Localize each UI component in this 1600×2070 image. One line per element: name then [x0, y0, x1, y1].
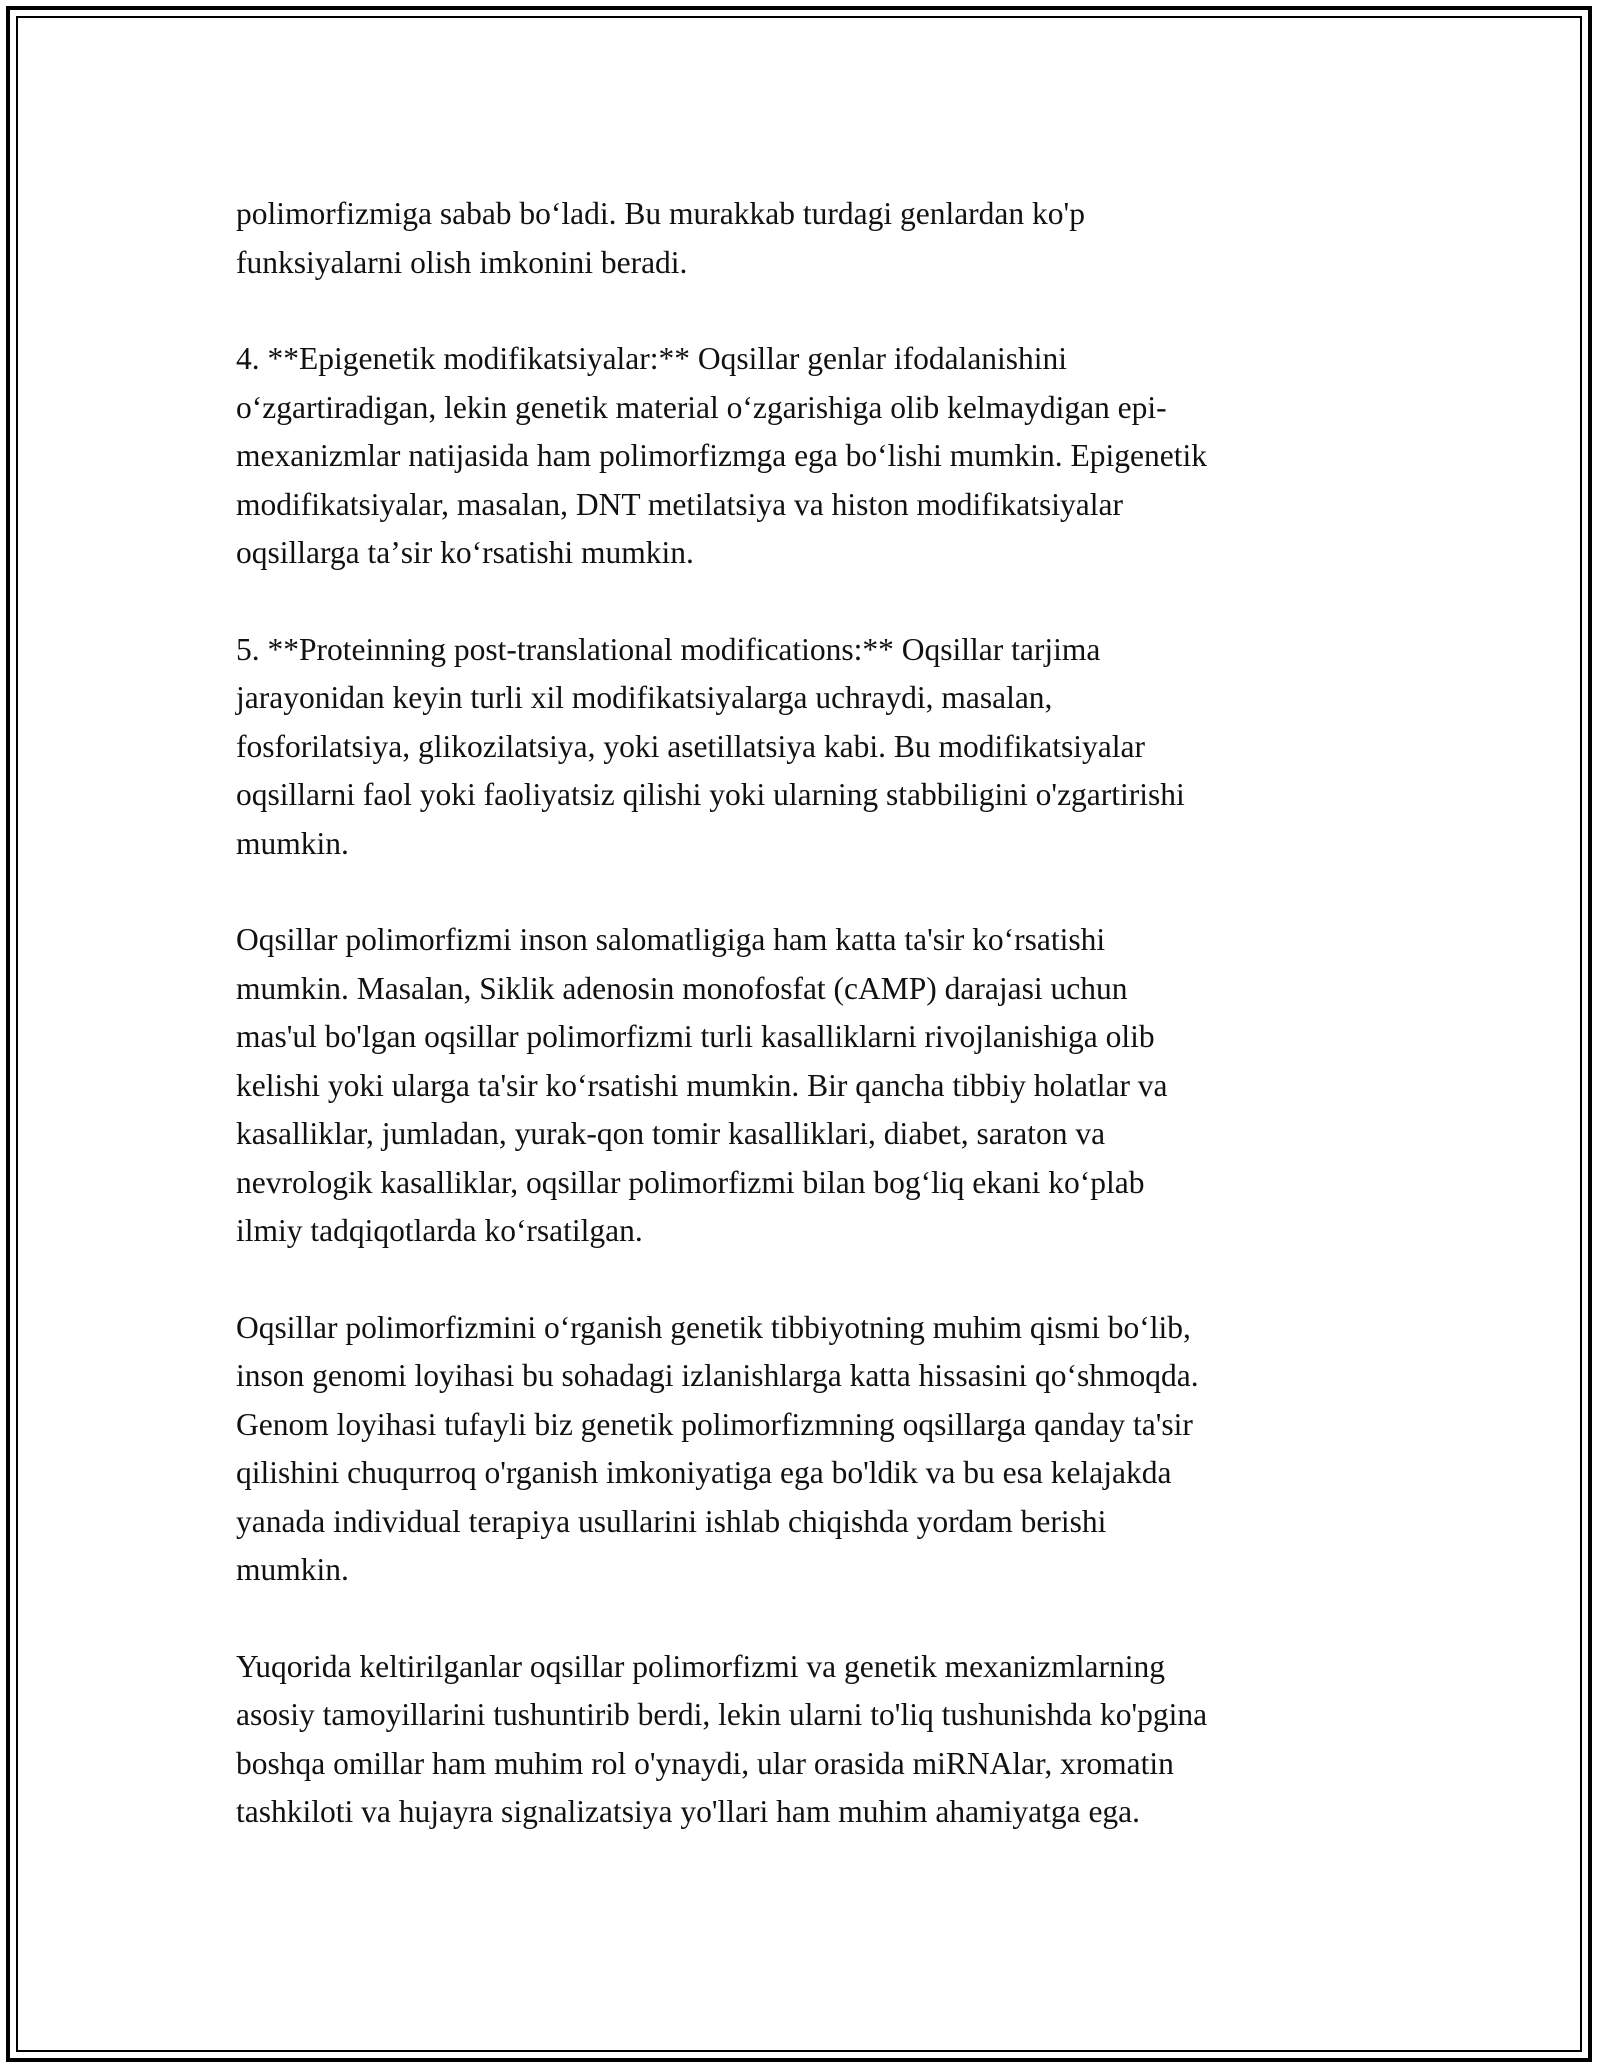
text-line: mumkin.: [236, 1552, 349, 1587]
text-line: mas'ul bo'lgan oqsillar polimorfizmi turli kasalliklarni rivojlanishiga olib: [236, 1019, 1155, 1054]
text-line: fosforilatsiya, glikozilatsiya, yoki asetillatsiya kabi. Bu modifikatsiyalar: [236, 728, 1145, 764]
text-line: ilmiy tadqiqotlarda koʻrsatilgan.: [236, 1213, 643, 1248]
text-line: oʻzgartiradigan, lekin genetik material oʻzgarishiga olib kelmaydigan epi-: [236, 389, 1167, 425]
paragraph-intro-continuation: [236, 190, 1386, 287]
document-body: [236, 190, 1386, 1885]
text-line: Oqsillar polimorfizmi inson salomatligiga ham katta ta'sir koʻrsatishi: [236, 922, 1106, 957]
text-line: mexanizmlar natijasida ham polimorfizmga ega boʻlishi mumkin. Epigenetik: [236, 438, 1207, 473]
text-line: boshqa omillar ham muhim rol o'ynaydi, ular orasida miRNAlar, xromatin: [236, 1745, 1174, 1781]
text-line: Yuqorida keltirilganlar oqsillar polimorfizmi va genetik mexanizmlarning: [236, 1648, 1165, 1684]
text-line: yanada individual terapiya usullarini ishlab chiqishda yordam berishi: [236, 1503, 1107, 1539]
text-line: qilishini chuqurroq o'rganish imkoniyatiga ega bo'ldik va bu esa kelajakda: [236, 1455, 1172, 1490]
paragraph-genetic-medicine: [236, 1304, 1386, 1595]
paragraph-conclusion: [236, 1643, 1386, 1837]
text-line: Genom loyihasi tufayli biz genetik polimorfizmning oqsillarga qanday ta'sir: [236, 1406, 1193, 1442]
text-line: modifikatsiyalar, masalan, DNT metilatsiya va histon modifikatsiyalar: [236, 486, 1123, 522]
paragraph-health-impact: [236, 916, 1386, 1256]
text-line: tashkiloti va hujayra signalizatsiya yo'llari ham muhim ahamiyatga ega.: [236, 1794, 1141, 1829]
text-line: kelishi yoki ularga ta'sir koʻrsatishi mumkin. Bir qancha tibbiy holatlar va: [236, 1067, 1168, 1103]
text-line: kasalliklar, jumladan, yurak-qon tomir kasalliklari, diabet, saraton va: [236, 1116, 1106, 1151]
text-line: inson genomi loyihasi bu sohadagi izlanishlarga katta hissasini qoʻshmoqda.: [236, 1358, 1199, 1393]
text-line: Oqsillar polimorfizmini oʻrganish genetik tibbiyotning muhim qismi boʻlib,: [236, 1309, 1191, 1345]
text-line: mumkin. Masalan, Siklik adenosin monofosfat (cAMP) darajasi uchun: [236, 970, 1128, 1006]
paragraph-post-translational-modifications: [236, 626, 1386, 869]
paragraph-epigenetic-modifications: [236, 335, 1386, 578]
text-line: oqsillarni faol yoki faoliyatsiz qilishi yoki ularning stabbiligini o'zgartirishi: [236, 777, 1185, 812]
text-line: jarayonidan keyin turli xil modifikatsiyalarga uchraydi, masalan,: [236, 680, 1053, 715]
text-line: 5. **Proteinning post-translational modifications:** Oqsillar tarjima: [236, 631, 1101, 667]
text-line: 4. **Epigenetik modifikatsiyalar:** Oqsillar genlar ifodalanishini: [236, 341, 1068, 376]
text-line: mumkin.: [236, 825, 349, 861]
text-line: nevrologik kasalliklar, oqsillar polimorfizmi bilan bogʻliq ekani koʻplab: [236, 1164, 1145, 1200]
text-line: funksiyalarni olish imkonini beradi.: [236, 244, 688, 280]
text-line: asosiy tamoyillarini tushuntirib berdi, lekin ularni to'liq tushunishda ko'pgina: [236, 1697, 1208, 1732]
text-line: polimorfizmiga sabab boʻladi. Bu murakkab turdagi genlardan ko'p: [236, 196, 1085, 231]
text-line: oqsillarga taʼsir koʻrsatishi mumkin.: [236, 535, 694, 570]
